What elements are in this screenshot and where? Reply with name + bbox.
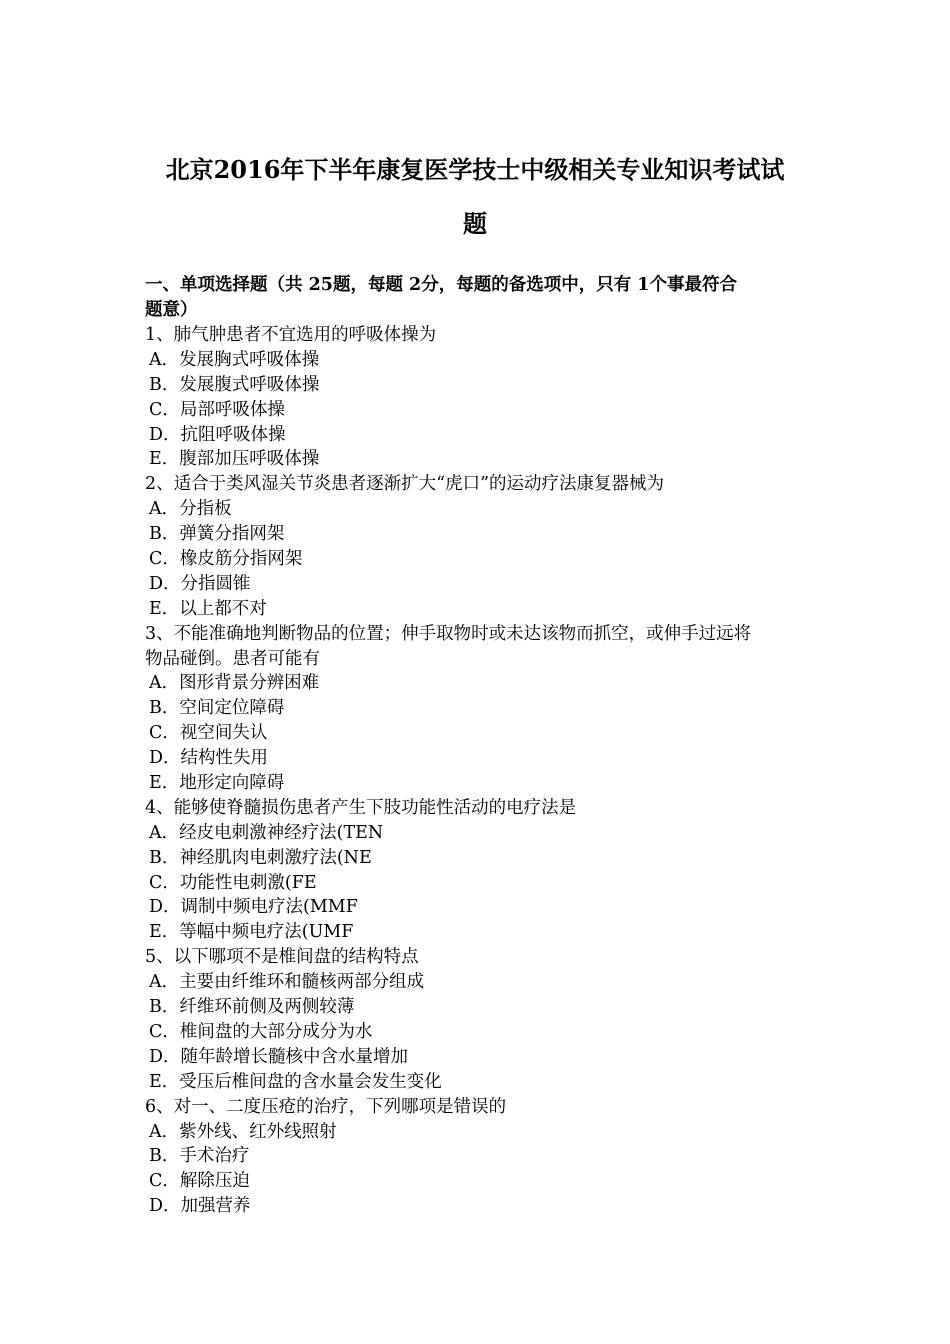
answer-option: E．腹部加压呼吸体操 xyxy=(149,449,320,470)
answer-option: C．局部呼吸体操 xyxy=(149,399,285,420)
answer-option: A．分指板 xyxy=(149,499,232,520)
answer-option: B．神经肌肉电刺激疗法(NE xyxy=(149,847,372,868)
question-2 xyxy=(145,472,810,621)
question-5 xyxy=(145,945,810,1094)
answer-option: B．纤维环前侧及两侧较薄 xyxy=(149,997,355,1018)
section-heading xyxy=(145,273,810,323)
answer-option: C．解除压迫 xyxy=(149,1171,250,1192)
answer-option: D．抗阻呼吸体操 xyxy=(149,424,286,445)
answer-option: C．视空间失认 xyxy=(149,723,268,744)
answer-option: B．空间定位障碍 xyxy=(149,698,285,719)
answer-option: C．椎间盘的大部分成分为水 xyxy=(149,1021,373,1042)
question-stem: 1、肺气肿患者不宜选用的呼吸体操为 xyxy=(145,325,437,345)
answer-option: C．功能性电刺激(FE xyxy=(149,872,317,893)
question-stem: 3、不能准确地判断物品的位置；伸手取物时或未达该物而抓空，或伸手过远将 xyxy=(145,623,752,644)
answer-option: A．主要由纤维环和髓核两部分组成 xyxy=(149,972,425,993)
document-title-line-2: 题 xyxy=(463,209,487,238)
answer-option: E．受压后椎间盘的含水量会发生变化 xyxy=(149,1071,442,1092)
question-stem: 4、能够使脊髓损伤患者产生下肢功能性活动的电疗法是 xyxy=(145,797,577,818)
answer-option: C．橡皮筋分指网架 xyxy=(149,549,303,570)
answer-option: D．随年龄增长髓核中含水量增加 xyxy=(149,1046,409,1067)
question-list xyxy=(145,323,810,1219)
question-stem: 5、以下哪项不是椎间盘的结构特点 xyxy=(145,947,419,968)
question-1 xyxy=(145,323,810,472)
section-heading-line-1: 一、单项选择题（共 25题，每题 2分，每题的备选项中，只有 1个事最符合 xyxy=(145,275,737,295)
answer-option: A．经皮电刺激神经疗法(TEN xyxy=(149,822,384,843)
answer-option: D．调制中频电疗法(MMF xyxy=(149,897,358,918)
answer-option: B．发展腹式呼吸体操 xyxy=(149,374,320,395)
document-title-line-1: 北京2016年下半年康复医学技士中级相关专业知识考试试 xyxy=(165,155,785,184)
question-3 xyxy=(145,622,810,796)
answer-option: D．加强营养 xyxy=(149,1196,251,1217)
answer-option: A．紫外线、红外线照射 xyxy=(149,1121,337,1142)
question-stem: 2、适合于类风湿关节炎患者逐渐扩大“虎口”的运动疗法康复器械为 xyxy=(145,474,665,495)
question-6 xyxy=(145,1095,810,1219)
answer-option: E．等幅中频电疗法(UMF xyxy=(149,922,354,943)
answer-option: B．手术治疗 xyxy=(149,1146,250,1167)
answer-option: E．以上都不对 xyxy=(149,598,267,619)
answer-option: D．分指圆锥 xyxy=(149,573,251,594)
answer-option: A．发展胸式呼吸体操 xyxy=(149,349,320,370)
answer-option: B．弹簧分指网架 xyxy=(149,524,285,545)
question-4 xyxy=(145,796,810,945)
answer-option: E．地形定向障碍 xyxy=(149,773,285,794)
answer-option: D．结构性失用 xyxy=(149,748,269,769)
question-stem: 物品碰倒。患者可能有 xyxy=(145,648,320,669)
question-stem: 6、对一、二度压疮的治疗，下列哪项是错误的 xyxy=(145,1096,507,1117)
section-heading-line-2: 题意） xyxy=(145,300,198,320)
answer-option: A．图形背景分辨困难 xyxy=(149,673,320,694)
